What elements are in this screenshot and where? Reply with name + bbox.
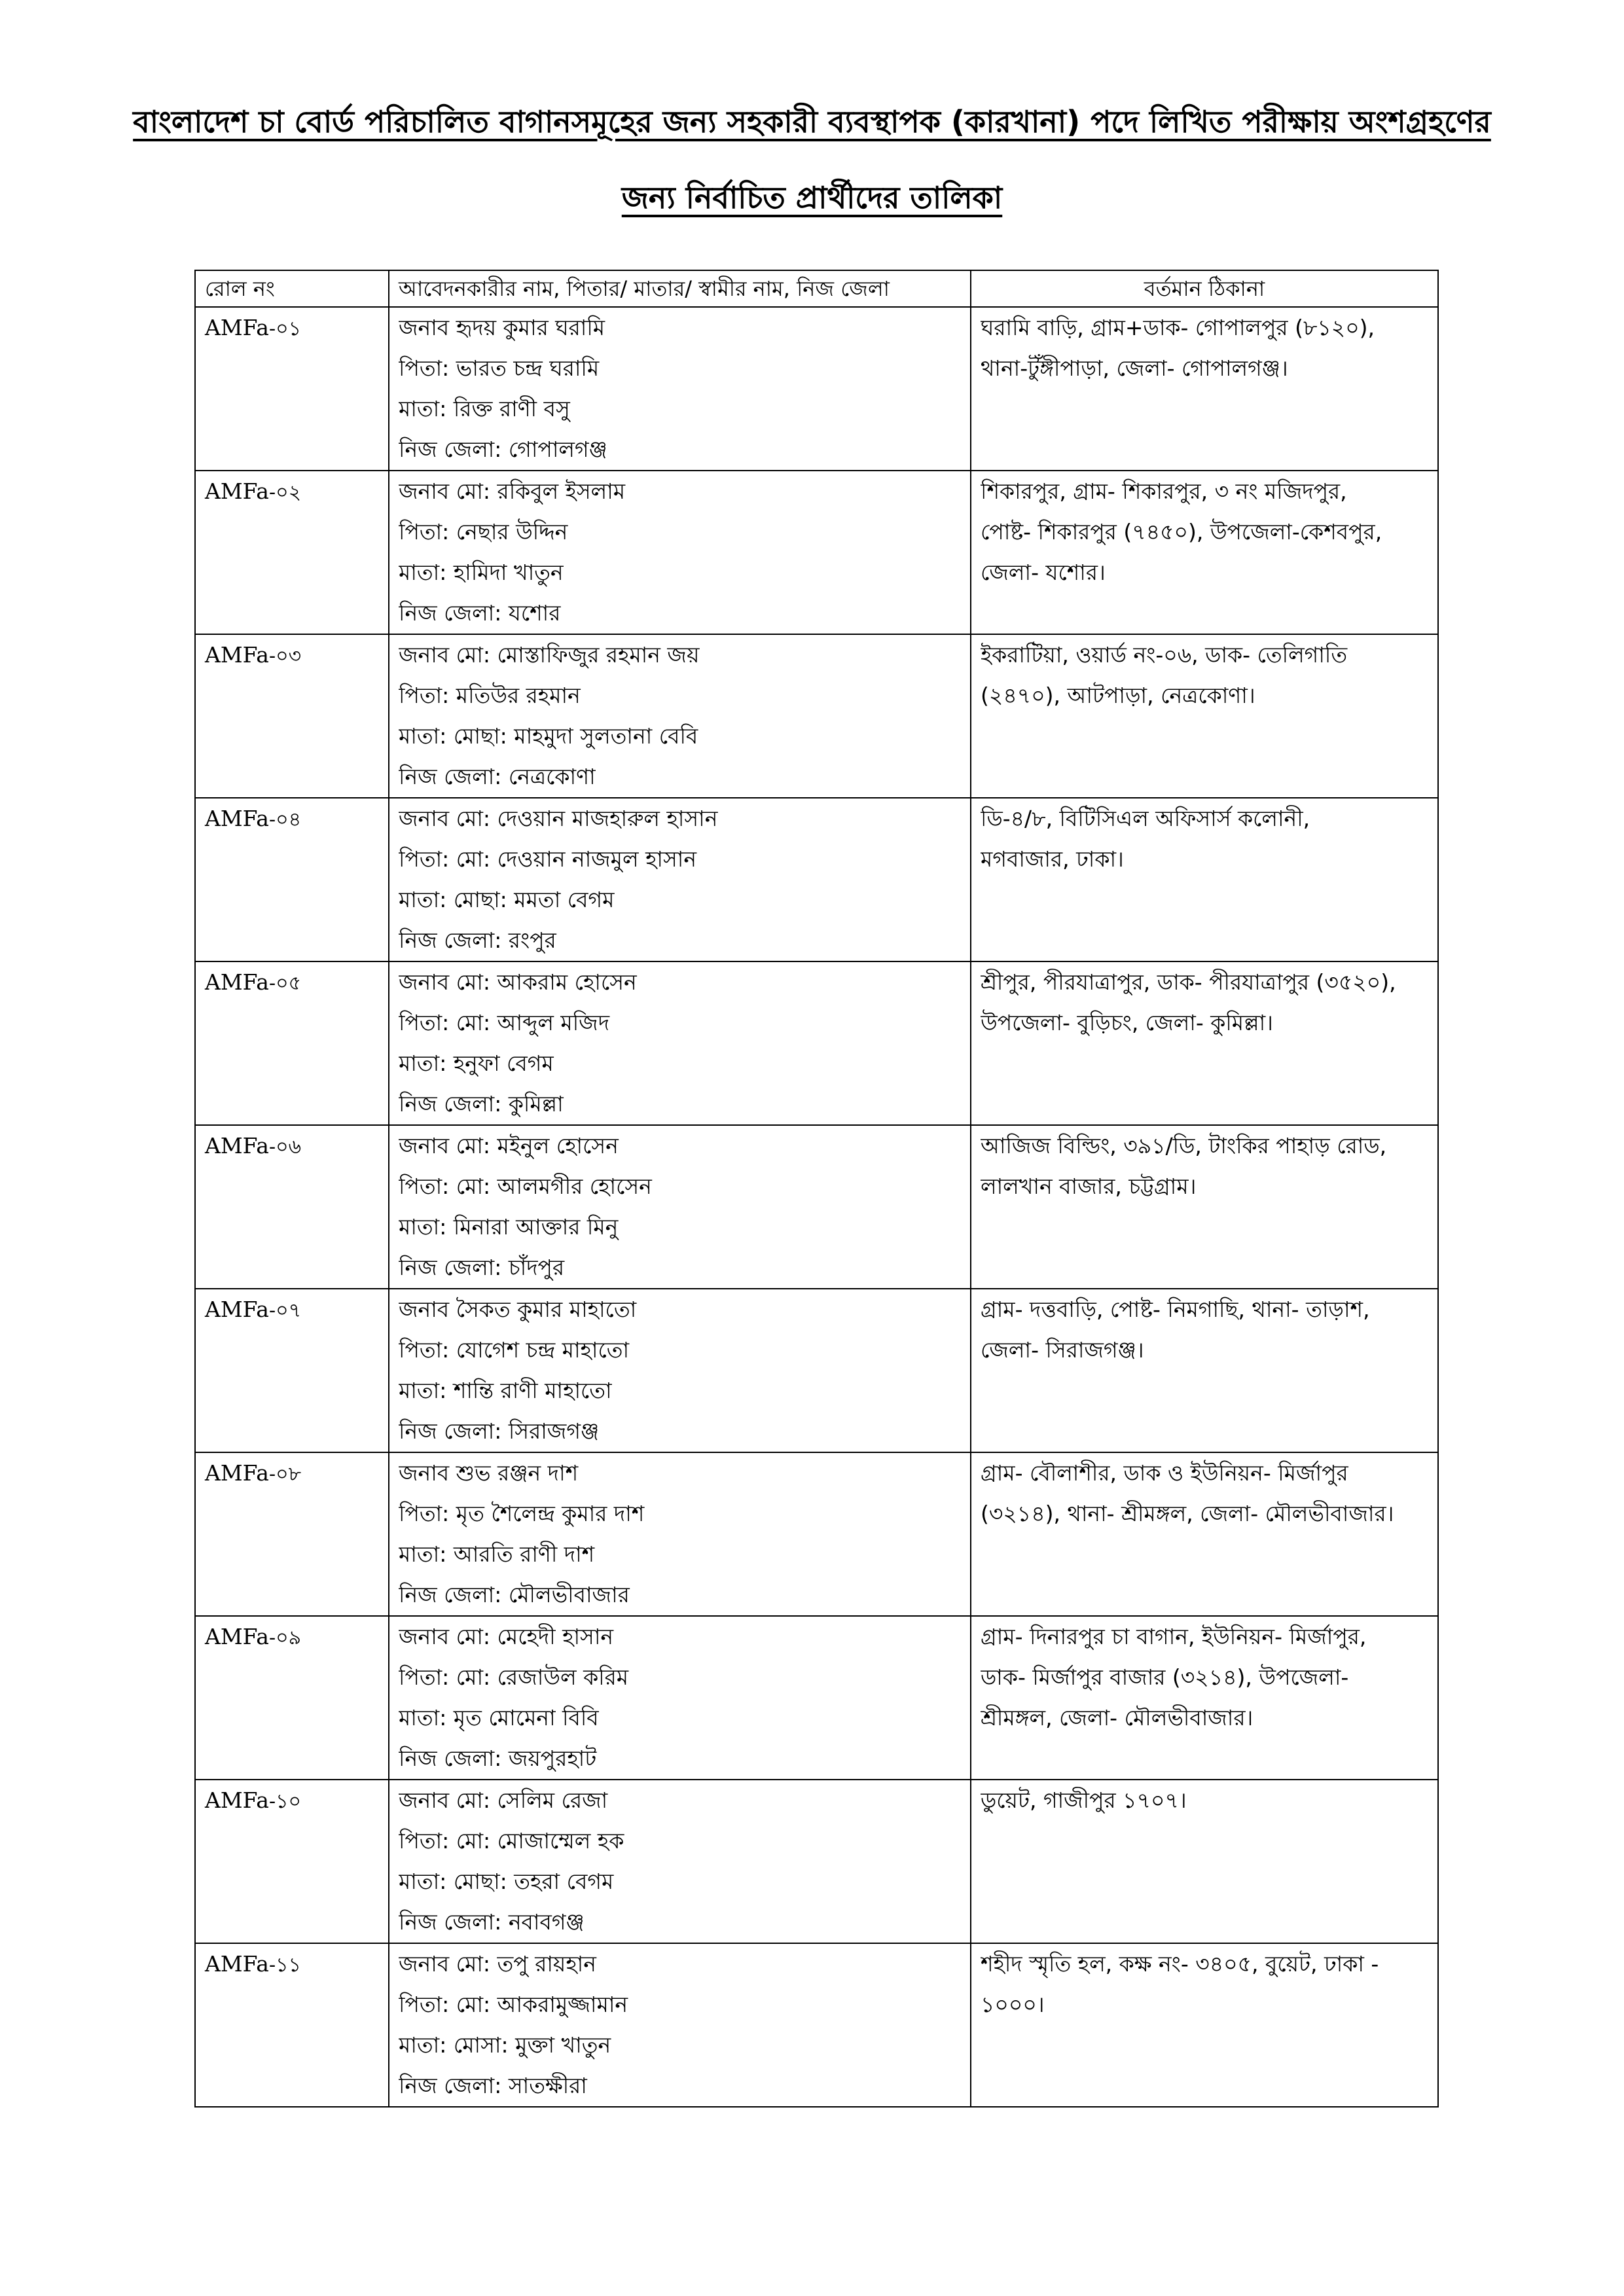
applicant-details-cell bbox=[389, 634, 971, 798]
roll-number-cell bbox=[195, 1943, 389, 2107]
applicant-name: জনাব শুভ রঞ্জন দাশ bbox=[399, 1460, 579, 1486]
father-name: পিতা: মো: আলমগীর হোসেন bbox=[399, 1174, 652, 1199]
father-name: পিতা: মো: দেওয়ান নাজমুল হাসান bbox=[399, 846, 697, 872]
father-name: পিতা: মৃত শৈলেন্দ্র কুমার দাশ bbox=[399, 1501, 645, 1526]
present-address-cell bbox=[971, 1780, 1438, 1943]
table-row bbox=[195, 1780, 1438, 1943]
roll-number-prefix: AMFa bbox=[205, 1624, 269, 1649]
present-address-cell bbox=[971, 471, 1438, 634]
applicant-name: জনাব হৃদয় কুমার ঘরামি bbox=[399, 315, 605, 340]
applicant-name: জনাব মো: আকরাম হোসেন bbox=[399, 969, 637, 995]
mother-name: মাতা: হনুফা বেগম bbox=[399, 1050, 554, 1076]
father-name: পিতা: যোগেশ চন্দ্র মাহাতো bbox=[399, 1337, 630, 1363]
applicant-details-cell bbox=[389, 1125, 971, 1289]
address-line: (২৪৭০), আটপাড়া, নেত্রকোণা। bbox=[981, 683, 1255, 708]
home-district: নিজ জেলা: জয়পুরহাট bbox=[399, 1746, 597, 1771]
present-address-cell bbox=[971, 1289, 1438, 1452]
father-name: পিতা: মো: আকরামুজ্জামান bbox=[399, 1992, 628, 2017]
table-row bbox=[195, 1289, 1438, 1452]
table-row bbox=[195, 798, 1438, 961]
roll-number-cell bbox=[195, 471, 389, 634]
address-line: শ্রীমঙ্গল, জেলা- মৌলভীবাজার। bbox=[981, 1705, 1254, 1731]
roll-number-prefix: AMFa bbox=[205, 1297, 269, 1322]
address-line: ১০০০। bbox=[981, 1992, 1045, 2017]
present-address-cell bbox=[971, 1452, 1438, 1616]
applicant-name: জনাব মো: মেহেদী হাসান bbox=[399, 1624, 614, 1649]
address-line: শিকারপুর, গ্রাম- শিকারপুর, ৩ নং মজিদপুর, bbox=[981, 478, 1347, 504]
table-row bbox=[195, 1452, 1438, 1616]
roll-number-cell bbox=[195, 1125, 389, 1289]
father-name: পিতা: মো: মোজাম্মেল হক bbox=[399, 1828, 624, 1854]
applicant-details-cell bbox=[389, 798, 971, 961]
roll-number-cell bbox=[195, 1452, 389, 1616]
applicant-details-cell bbox=[389, 1616, 971, 1780]
mother-name: মাতা: মোসা: মুক্তা খাতুন bbox=[399, 2032, 611, 2058]
table-row bbox=[195, 307, 1438, 471]
applicant-name: জনাব মো: তপু রায়হান bbox=[399, 1951, 596, 1977]
applicant-details-cell bbox=[389, 1289, 971, 1452]
address-line: শ্রীপুর, পীরযাত্রাপুর, ডাক- পীরযাত্রাপুর (৩৫২০), bbox=[981, 969, 1396, 995]
roll-column-header: রোল নং bbox=[195, 270, 389, 307]
roll-number-prefix: AMFa bbox=[205, 315, 269, 340]
home-district: নিজ জেলা: রংপুর bbox=[399, 927, 556, 953]
applicant-details-cell bbox=[389, 961, 971, 1125]
document-title-line-1: বাংলাদেশ চা বোর্ড পরিচালিত বাগানসমূহের জন্য সহকারী ব্যবস্থাপক (কারখানা) পদে লিখিত পরীক্ষায় অংশগ্রহণের bbox=[133, 104, 1491, 139]
roll-number-suffix: -০২ bbox=[268, 481, 302, 504]
roll-number-prefix: AMFa bbox=[205, 1460, 269, 1486]
roll-number-cell bbox=[195, 1780, 389, 1943]
father-name: পিতা: ভারত চন্দ্র ঘরামি bbox=[399, 355, 600, 381]
applicant-details-cell bbox=[389, 307, 971, 471]
table-row bbox=[195, 634, 1438, 798]
address-line: গ্রাম- বৌলাশীর, ডাক ও ইউনিয়ন- মির্জাপুর bbox=[981, 1460, 1348, 1486]
address-line: গ্রাম- দত্তবাড়ি, পোষ্ট- নিমগাছি, থানা- তাড়াশ, bbox=[981, 1297, 1370, 1322]
address-line: মগবাজার, ঢাকা। bbox=[981, 846, 1124, 872]
father-name: পিতা: মো: রেজাউল করিম bbox=[399, 1664, 629, 1690]
address-line: ঘরামি বাড়ি, গ্রাম+ডাক- গোপালপুর (৮১২০), bbox=[981, 315, 1375, 340]
candidate-rows bbox=[195, 307, 1438, 2107]
address-line: শহীদ স্মৃতি হল, কক্ষ নং- ৩৪০৫, বুয়েট, ঢাকা - bbox=[981, 1951, 1379, 1977]
roll-number-prefix: AMFa bbox=[205, 642, 269, 668]
table-row bbox=[195, 1125, 1438, 1289]
mother-name: মাতা: মোছা: তহরা বেগম bbox=[399, 1869, 614, 1894]
document-title-line-2: জন্য নির্বাচিত প্রার্থীদের তালিকা bbox=[621, 180, 1003, 215]
address-line: জেলা- সিরাজগঞ্জ। bbox=[981, 1337, 1144, 1363]
present-address-cell bbox=[971, 1125, 1438, 1289]
mother-name: মাতা: মোছা: মাহমুদা সুলতানা বেবি bbox=[399, 723, 698, 749]
table-row bbox=[195, 1616, 1438, 1780]
present-address-cell bbox=[971, 1616, 1438, 1780]
mother-name: মাতা: আরতি রাণী দাশ bbox=[399, 1541, 595, 1567]
table-row bbox=[195, 471, 1438, 634]
roll-number-suffix: -০৯ bbox=[268, 1626, 302, 1649]
roll-number-suffix: -০১ bbox=[268, 317, 302, 340]
applicant-details-cell bbox=[389, 1943, 971, 2107]
home-district: নিজ জেলা: চাঁদপুর bbox=[399, 1255, 565, 1280]
table-row bbox=[195, 1943, 1438, 2107]
home-district: নিজ জেলা: সিরাজগঞ্জ bbox=[399, 1418, 600, 1444]
mother-name: মাতা: মোছা: মমতা বেগম bbox=[399, 887, 615, 912]
table-header-row bbox=[195, 270, 1438, 307]
address-line: জেলা- যশোর। bbox=[981, 560, 1106, 585]
name-column-header: আবেদনকারীর নাম, পিতার/ মাতার/ স্বামীর নাম, নিজ জেলা bbox=[389, 270, 971, 307]
address-line: আজিজ বিল্ডিং, ৩৯১/ডি, টাংকির পাহাড় রোড, bbox=[981, 1133, 1387, 1158]
address-line: থানা-টুঁঙ্গীপাড়া, জেলা- গোপালগঞ্জ। bbox=[981, 355, 1288, 381]
address-line: ডি-৪/৮, বিটিসিএল অফিসার্স কলোনী, bbox=[981, 806, 1310, 831]
address-line: পোষ্ট- শিকারপুর (৭৪৫০), উপজেলা-কেশবপুর, bbox=[981, 519, 1382, 545]
roll-number-prefix: AMFa bbox=[205, 806, 269, 831]
present-address-cell bbox=[971, 798, 1438, 961]
applicant-name: জনাব মো: রকিবুল ইসলাম bbox=[399, 478, 626, 504]
roll-number-prefix: AMFa bbox=[205, 478, 269, 504]
table-row bbox=[195, 961, 1438, 1125]
home-district: নিজ জেলা: কুমিল্লা bbox=[399, 1091, 564, 1117]
home-district: নিজ জেলা: যশোর bbox=[399, 600, 561, 626]
roll-number-prefix: AMFa bbox=[205, 1133, 269, 1158]
applicant-name: জনাব মো: মইনুল হোসেন bbox=[399, 1133, 619, 1158]
father-name: পিতা: মতিউর রহমান bbox=[399, 683, 581, 708]
applicant-details-cell bbox=[389, 1452, 971, 1616]
roll-number-cell bbox=[195, 1616, 389, 1780]
home-district: নিজ জেলা: নবাবগঞ্জ bbox=[399, 1909, 585, 1935]
address-line: (৩২১৪), থানা- শ্রীমঙ্গল, জেলা- মৌলভীবাজার। bbox=[981, 1501, 1394, 1526]
father-name: পিতা: মো: আব্দুল মজিদ bbox=[399, 1010, 610, 1035]
address-line: ইকরাটিয়া, ওয়ার্ড নং-০৬, ডাক- তেলিগাতি bbox=[981, 642, 1348, 668]
roll-number-cell bbox=[195, 634, 389, 798]
mother-name: মাতা: মিনারা আক্তার মিনু bbox=[399, 1214, 619, 1240]
roll-number-suffix: -১১ bbox=[268, 1954, 302, 1977]
home-district: নিজ জেলা: নেত্রকোণা bbox=[399, 764, 596, 789]
mother-name: মাতা: মৃত মোমেনা বিবি bbox=[399, 1705, 599, 1731]
applicant-name: জনাব মো: মোস্তাফিজুর রহমান জয় bbox=[399, 642, 700, 668]
address-line: ডাক- মির্জাপুর বাজার (৩২১৪), উপজেলা- bbox=[981, 1664, 1349, 1690]
address-column-header: বর্তমান ঠিকানা bbox=[971, 270, 1438, 307]
address-line: গ্রাম- দিনারপুর চা বাগান, ইউনিয়ন- মির্জাপুর, bbox=[981, 1624, 1367, 1649]
applicant-name: জনাব মো: সেলিম রেজা bbox=[399, 1787, 608, 1813]
present-address-cell bbox=[971, 634, 1438, 798]
home-district: নিজ জেলা: সাতক্ষীরা bbox=[399, 2073, 587, 2098]
roll-number-suffix: -০৪ bbox=[268, 808, 302, 831]
applicant-name: জনাব সৈকত কুমার মাহাতো bbox=[399, 1297, 637, 1322]
applicant-name: জনাব মো: দেওয়ান মাজহারুল হাসান bbox=[399, 806, 718, 831]
present-address-cell bbox=[971, 1943, 1438, 2107]
address-line: উপজেলা- বুড়িচং, জেলা- কুমিল্লা। bbox=[981, 1010, 1273, 1035]
roll-number-suffix: -০৫ bbox=[268, 972, 302, 995]
mother-name: মাতা: রিক্ত রাণী বসু bbox=[399, 396, 570, 422]
applicant-details-cell bbox=[389, 471, 971, 634]
home-district: নিজ জেলা: গোপালগঞ্জ bbox=[399, 437, 607, 462]
roll-number-prefix: AMFa bbox=[205, 1951, 269, 1977]
roll-number-cell bbox=[195, 961, 389, 1125]
roll-number-suffix: -০৩ bbox=[268, 645, 302, 668]
home-district: নিজ জেলা: মৌলভীবাজার bbox=[399, 1582, 630, 1607]
roll-number-suffix: -০৭ bbox=[268, 1299, 302, 1322]
roll-number-suffix: -১০ bbox=[268, 1790, 302, 1813]
roll-number-cell bbox=[195, 798, 389, 961]
roll-number-cell bbox=[195, 1289, 389, 1452]
address-line: লালখান বাজার, চট্টগ্রাম। bbox=[981, 1174, 1197, 1199]
roll-number-prefix: AMFa bbox=[205, 1787, 269, 1813]
roll-number-cell bbox=[195, 307, 389, 471]
father-name: পিতা: নেছার উদ্দিন bbox=[399, 519, 568, 545]
candidate-list-table bbox=[194, 270, 1439, 2108]
applicant-details-cell bbox=[389, 1780, 971, 1943]
mother-name: মাতা: শান্তি রাণী মাহাতো bbox=[399, 1378, 612, 1403]
present-address-cell bbox=[971, 961, 1438, 1125]
roll-number-prefix: AMFa bbox=[205, 969, 269, 995]
roll-number-suffix: -০৮ bbox=[268, 1463, 302, 1486]
roll-number-suffix: -০৬ bbox=[268, 1136, 302, 1158]
present-address-cell bbox=[971, 307, 1438, 471]
mother-name: মাতা: হামিদা খাতুন bbox=[399, 560, 564, 585]
address-line: ডুয়েট, গাজীপুর ১৭০৭। bbox=[981, 1787, 1187, 1813]
